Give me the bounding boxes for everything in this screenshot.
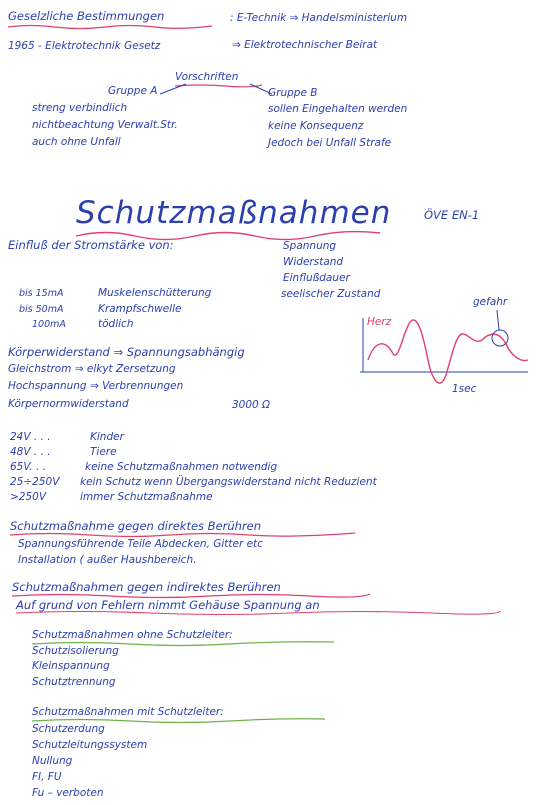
mit-item: Schutzerdung (32, 723, 105, 735)
resistance-line: Körperwiderstand ⇒ Spannungsabhängig (8, 345, 245, 359)
group-b-item: Jedoch bei Unfall Strafe (268, 137, 392, 149)
direct-line: Spannungsführende Teile Abdecken, Gitter etc (18, 538, 263, 550)
arrow-to-group-a (160, 84, 186, 94)
gefahr-pointer (497, 310, 499, 330)
indirect-underline (12, 594, 370, 598)
current-value: bis 50mA (19, 304, 64, 315)
voltage-text: Tiere (90, 446, 117, 458)
normal-resistance-label: Körpernormwiderstand (8, 398, 129, 410)
voltage-text: keine Schutzmaßnahmen notwendig (85, 461, 278, 473)
graph-annotation: gefahr (473, 296, 508, 308)
current-effect: Krampfschwelle (98, 303, 182, 315)
group-b-item: sollen Eingehalten werden (268, 103, 408, 115)
resistance-line: Gleichstrom ⇒ elkyt Zersetzung (8, 363, 176, 375)
direct-line: Installation ( außer Haushbereich. (18, 554, 197, 566)
vorschriften-underline (175, 85, 262, 87)
einfluss-label: Einfluß der Stromstärke von: (8, 238, 174, 252)
group-a-item: streng verbindlich (32, 102, 128, 114)
vorschriften-label: Vorschriften (175, 71, 239, 83)
current-value: 100mA (32, 319, 66, 330)
group-a-item: auch ohne Unfall (32, 136, 121, 148)
ohne-heading: Schutzmaßnahmen ohne Schutzleiter: (32, 629, 233, 641)
heart-curve (368, 320, 528, 383)
factor-item: Widerstand (283, 256, 344, 268)
mit-underline (32, 719, 325, 723)
mit-item: Schutzleitungssystem (32, 739, 148, 751)
mit-item: Fu – verboten (32, 787, 104, 799)
graph-x-label: 1sec (452, 383, 477, 395)
normal-resistance-value: 3000 Ω (232, 399, 271, 411)
heading-underline (8, 26, 212, 29)
direct-underline (10, 533, 355, 537)
current-effect: Muskelenschütterung (98, 287, 212, 299)
mit-item: Nullung (32, 755, 73, 767)
current-effect: tödlich (98, 318, 134, 330)
voltage-value: 24V . . . (10, 431, 51, 443)
law-rhs: : E-Technik ⇒ Handelsministerium (230, 12, 408, 24)
mit-item: FI, FU (32, 771, 62, 783)
voltage-text: Kinder (90, 431, 124, 443)
ohne-item: Schutztrennung (32, 676, 116, 688)
factor-item: Spannung (283, 240, 337, 252)
factor-item: Einflußdauer (283, 272, 350, 284)
law-heading: Geselzliche Bestimmungen (8, 9, 165, 23)
ohne-item: Schutzisolierung (32, 645, 119, 657)
indirect-line: Auf grund von Fehlern nimmt Gehäuse Spannung an (16, 598, 320, 612)
indirect-heading: Schutzmaßnahmen gegen indirektes Berühren (12, 580, 281, 594)
voltage-value: 48V . . . (10, 446, 51, 458)
norm-label: ÖVE EN-1 (424, 208, 480, 222)
current-value: bis 15mA (19, 288, 64, 299)
year-line: 1965 - Elektrotechnik Gesetz (8, 40, 161, 52)
direct-heading: Schutzmaßnahme gegen direktes Berühren (10, 519, 262, 533)
group-b-title: Gruppe B (268, 87, 318, 99)
voltage-text: kein Schutz wenn Übergangswiderstand nicht Reduzient (80, 476, 377, 488)
group-a-title: Gruppe A (108, 85, 158, 97)
group-a-item: nichtbeachtung Verwalt.Str. (32, 119, 178, 131)
group-b-item: keine Konsequenz (268, 120, 364, 132)
voltage-value: >250V (10, 491, 47, 503)
ohne-item: Kleinspannung (32, 660, 110, 672)
graph-y-label: Herz (367, 316, 392, 328)
mit-heading: Schutzmaßnahmen mit Schutzleiter: (32, 706, 224, 718)
page-title: Schutzmaßnahmen (76, 195, 392, 231)
beirat-text: ⇒ Elektrotechnischer Beirat (232, 39, 378, 51)
voltage-value: 65V. . . (10, 461, 47, 473)
gefahr-circle (492, 330, 508, 346)
voltage-text: immer Schutzmaßnahme (80, 491, 213, 503)
voltage-value: 25÷250V (10, 476, 60, 488)
resistance-line: Hochspannung ⇒ Verbrennungen (8, 380, 184, 392)
factor-item: seelischer Zustand (281, 288, 381, 300)
